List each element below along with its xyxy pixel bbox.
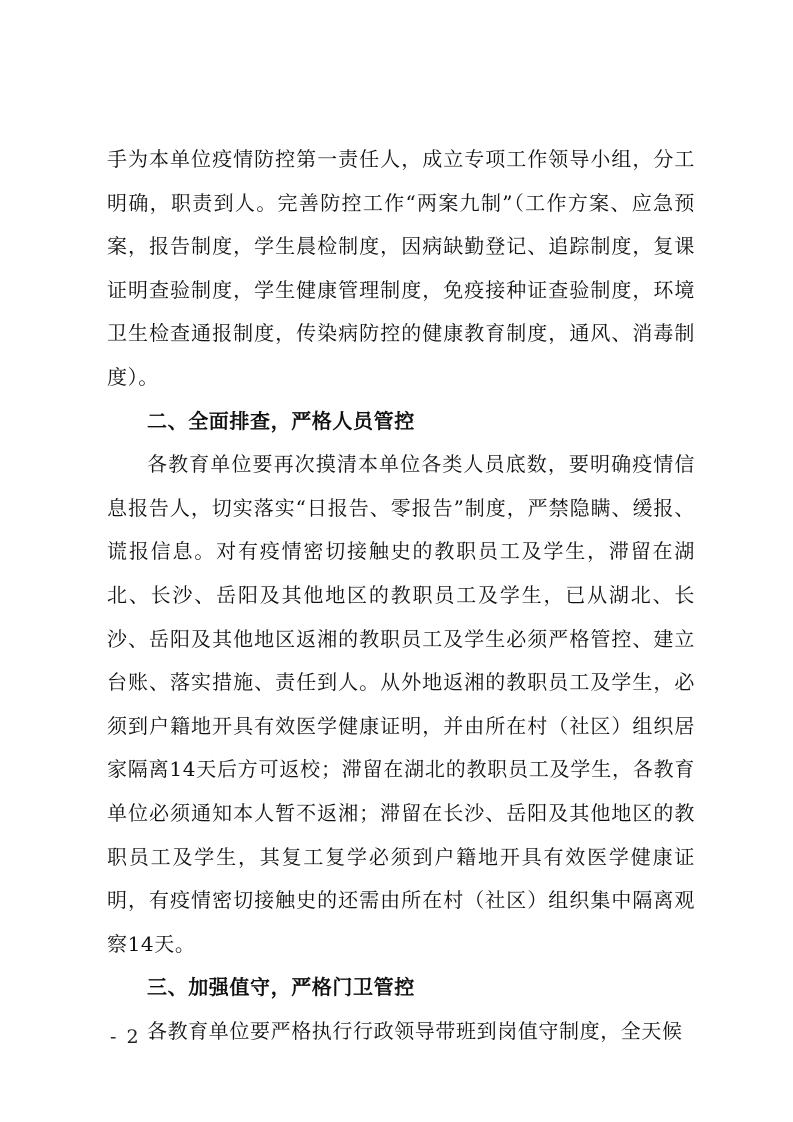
page-number: - 2 - (110, 1026, 158, 1048)
section-heading-2: 二、全面排查，严格人员管控 (147, 408, 415, 433)
document-body (107, 138, 695, 1053)
paragraph-duty: 各教育单位要严格执行行政领导带班到岗值守制度，全天候 (147, 1018, 683, 1043)
paragraph-responsibility: 手为本单位疫情防控第一责任人，成立专项工作领导小组，分工明确，职责到人。完善防控工作“两案九制”（工作方案、应急预案，报告制度，学生晨检制度，因病缺勤登记、追踪制度，复课证明查验制度，学生健康管理制度，免疫接种证查验制度，环境卫生检查通报制度，传染病防控的健康教育制度，通风、消毒制度）。 (107, 147, 695, 389)
paragraph-screening: 各教育单位要再次摸清本单位各类人员底数，要明确疫情信息报告人，切实落实“日报告、零报告”制度，严禁隐瞒、缓报、谎报信息。对有疫情密切接触史的教职员工及学生，滞留在湖北、长沙、岳阳及其他地区的教职员工及学生，已从湖北、长沙、岳阳及其他地区返湘的教职员工及学生必须严格管控、建立台账、落实措施、责任到人。从外地返湘的教职员工及学生，必须到户籍地开具有效医学健康证明，并由所在村（社区）组织居家隔离14天后方可返校；滞留在湖北的教职员工及学生，各教育单位必须通知本人暂不返湘；滞留在长沙、岳阳及其他地区的教职员工及学生，其复工复学必须到户籍地开具有效医学健康证明，有疫情密切接触史的还需由所在村（社区）组织集中隔离观察14天。 (107, 452, 695, 956)
section-heading-3: 三、加强值守，严格门卫管控 (147, 975, 415, 1000)
